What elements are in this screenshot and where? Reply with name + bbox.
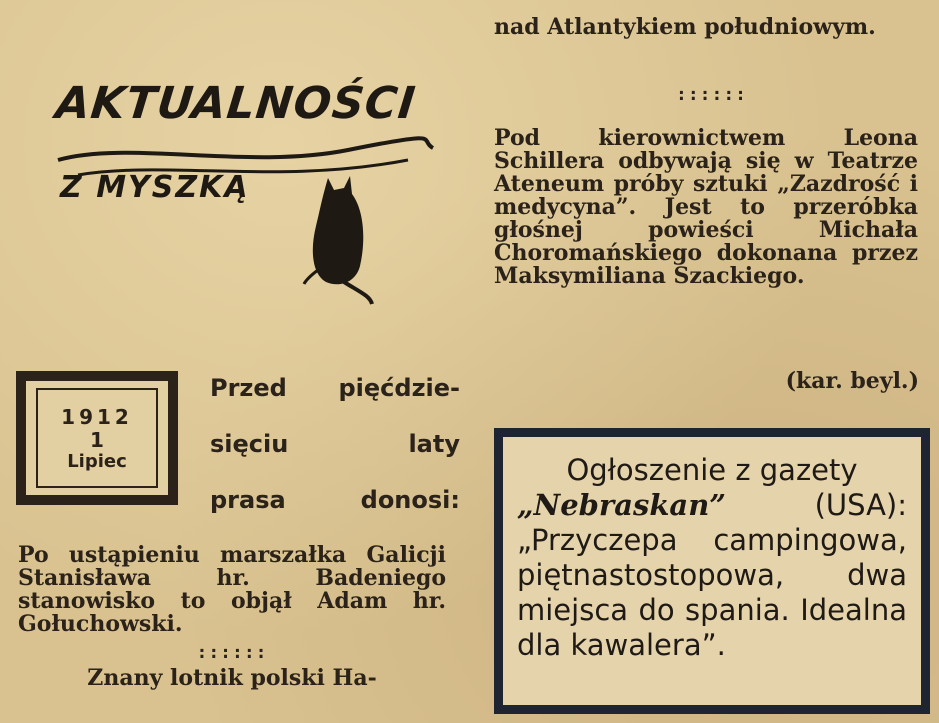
right-paragraph: Pod kierownictwem Leona Schillera odbywają się w Teatrze Ateneum próby sztuki „Zazdrość i medycyna”. Jest to przeróbka głośnej powieści Michała Choromańskiego dokonana przez Maksymiliana Szackiego. — [494, 125, 918, 289]
ad-content — [517, 453, 907, 695]
ad-newspaper-name: „Nebraskan” — [517, 488, 726, 522]
left-paragraph-2-start: Znany lotnik polski Ha- — [87, 665, 377, 691]
intro-heading — [210, 360, 460, 528]
ad-source-line — [517, 488, 907, 523]
left-column — [18, 544, 446, 690]
date-box — [16, 371, 178, 505]
intro-line-1: Przed pięćdzie- — [210, 374, 460, 402]
masthead-subtitle: Z MYSZKĄ — [60, 170, 250, 205]
intro-line-2: sięciu laty — [210, 430, 460, 458]
mouse-silhouette-icon — [300, 170, 380, 310]
left-separator: :::::: — [196, 642, 268, 663]
masthead-title: AKTUALNOŚCI — [53, 78, 419, 129]
ad-body: „Przyczepa campingowa, piętnastostopowa, dwa miejsca do spania. Idealna dla kawalera”. — [517, 523, 907, 662]
date-year: 1912 — [61, 404, 133, 429]
left-paragraph-1: Po ustąpieniu marszałka Galicji Stanisława hr. Badeniego stanowisko to objął Adam hr. Gołuchowski. — [18, 542, 446, 637]
ad-title: Ogłoszenie z gazety — [566, 453, 858, 487]
right-top-text: nad Atlantykiem południowym. — [494, 14, 876, 40]
ad-country: (USA): — [814, 488, 907, 522]
author-signature: (kar. beyl.) — [785, 368, 919, 394]
ad-box — [494, 428, 930, 714]
date-box-inner — [36, 388, 158, 488]
date-month: Lipiec — [67, 450, 127, 472]
date-day: 1 — [90, 427, 104, 452]
right-separator: :::::: — [676, 84, 748, 105]
intro-line-3: prasa donosi: — [210, 486, 460, 514]
